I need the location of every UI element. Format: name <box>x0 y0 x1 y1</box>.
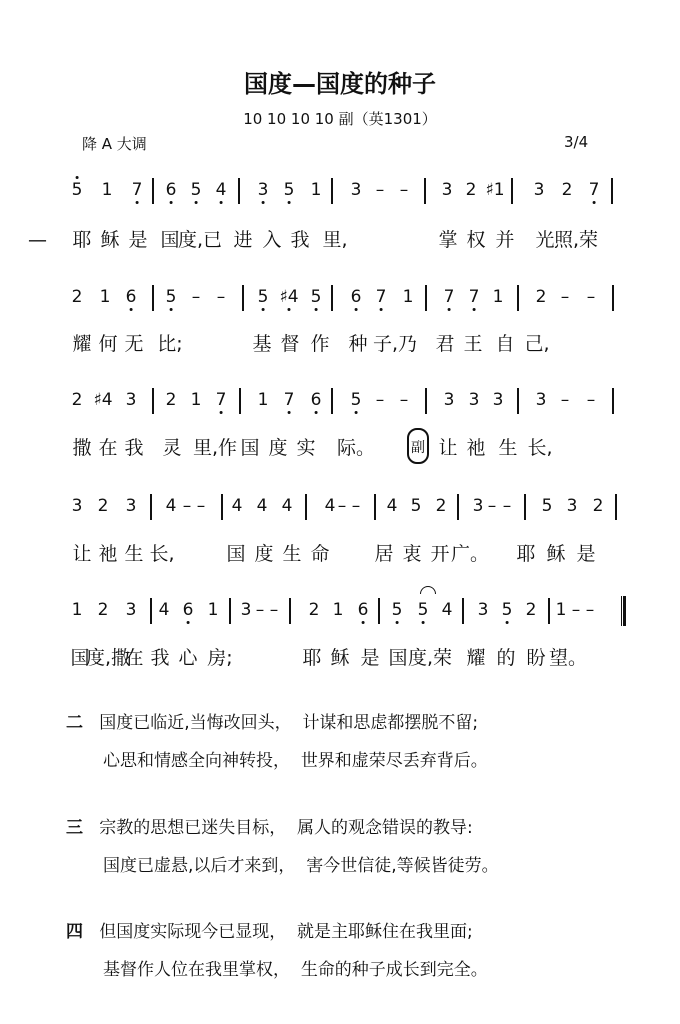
lyric-syllable: 种 <box>348 333 368 355</box>
lyric-syllable: 稣 <box>546 543 566 565</box>
notation-row <box>0 600 680 634</box>
note: 7 <box>283 390 295 410</box>
lyric-syllable: 度,荣 <box>407 647 453 669</box>
stanza-2 <box>66 710 488 774</box>
note: 3 <box>71 496 83 516</box>
lyric-syllable: 长, <box>527 437 553 459</box>
lyric-syllable: 耶 <box>302 647 322 669</box>
note: ♯4 <box>93 390 113 410</box>
lyric-syllable: 生 <box>124 543 144 565</box>
lyric-syllable: 是 <box>360 647 380 669</box>
lyric-syllable: 稣 <box>330 647 350 669</box>
lyric-syllable: 让 <box>438 437 458 459</box>
lyric-syllable: 让 <box>72 543 92 565</box>
lyric-syllable: 作 <box>310 333 330 355</box>
time-signature: 3/4 <box>564 133 589 151</box>
lyric-syllable: 际。 <box>336 437 376 459</box>
stanza-line: 基督作人位在我里掌权， <box>103 960 290 980</box>
note: 1 <box>310 180 322 200</box>
note: 6 <box>182 600 194 620</box>
stanza-line: 国度已虚悬,以后才来到， <box>103 856 296 876</box>
sustain-dash: – <box>586 287 596 307</box>
lyric-syllable: 比; <box>157 333 183 355</box>
hymn-meter: 10 10 10 10 副（英1301） <box>243 110 437 128</box>
barline <box>424 178 426 204</box>
barline <box>612 285 614 311</box>
note: 3 <box>492 390 504 410</box>
note: 1 <box>332 600 344 620</box>
note: 3 <box>257 180 269 200</box>
barline <box>374 494 376 520</box>
note: 1 <box>402 287 414 307</box>
note: 4 <box>158 600 170 620</box>
lyric-syllable: 在 <box>124 647 144 669</box>
lyric-syllable: 基 <box>252 333 272 355</box>
barline <box>239 388 241 414</box>
stanza-4 <box>66 919 488 983</box>
barline <box>331 178 333 204</box>
note: 3 <box>535 390 547 410</box>
barline <box>548 598 550 624</box>
note: 5 <box>417 600 429 620</box>
lyric-syllable: 广。 <box>450 543 490 565</box>
stanza-number: 二 <box>66 713 83 733</box>
barline <box>511 178 513 204</box>
lyric-row <box>0 541 680 569</box>
barline <box>517 285 519 311</box>
lyric-syllable: 房; <box>207 647 233 669</box>
note: 5 <box>391 600 403 620</box>
lyric-syllable: 并 <box>495 229 515 251</box>
notation-row <box>0 287 680 321</box>
note: 1 <box>99 287 111 307</box>
lyric-syllable: 在 <box>98 437 118 459</box>
note: 5 <box>190 180 202 200</box>
sustain-dash: – <box>375 390 385 410</box>
note: 4 <box>231 496 243 516</box>
lyric-syllable: 掌 <box>438 229 458 251</box>
sustain-dash: – <box>375 180 385 200</box>
barline <box>457 494 459 520</box>
lyric-syllable: 耀 <box>72 333 92 355</box>
barline <box>242 285 244 311</box>
barline <box>221 494 223 520</box>
fermata-icon <box>420 586 436 594</box>
chorus-marker: 副 <box>407 428 429 464</box>
sustain-dash: – <box>351 496 361 516</box>
lyric-syllable: 子,乃 <box>372 333 418 355</box>
note: 7 <box>215 390 227 410</box>
lyric-syllable: 里, <box>322 229 348 251</box>
lyric-syllable: 度,已 <box>177 229 223 251</box>
note: 1 <box>101 180 113 200</box>
lyric-syllable: 衷 <box>402 543 422 565</box>
note: 2 <box>435 496 447 516</box>
lyric-syllable: 命 <box>310 543 330 565</box>
note: 1 <box>555 600 567 620</box>
lyric-syllable: 耶 <box>72 229 92 251</box>
stanza-line: 生命的种子成长到完全。 <box>300 960 488 980</box>
note: 5 <box>71 180 83 200</box>
lyric-syllable: 自 <box>495 333 515 355</box>
lyric-syllable: 是 <box>128 229 148 251</box>
note: ♯1 <box>485 180 505 200</box>
barline <box>462 598 464 624</box>
barline <box>152 178 154 204</box>
note: 2 <box>308 600 320 620</box>
barline <box>612 388 614 414</box>
note: 5 <box>350 390 362 410</box>
note: 2 <box>592 496 604 516</box>
lyric-syllable: 祂 <box>98 543 118 565</box>
lyric-syllable: 的 <box>496 647 516 669</box>
note: 7 <box>131 180 143 200</box>
lyric-syllable: 居 <box>374 543 394 565</box>
lyric-syllable: 我 <box>290 229 310 251</box>
stanza-line: 宗教的思想已迷失目标， <box>99 818 287 838</box>
note: 2 <box>561 180 573 200</box>
lyric-syllable: 我 <box>150 647 170 669</box>
barline <box>150 494 152 520</box>
barline <box>289 598 291 624</box>
note: 2 <box>71 390 83 410</box>
note: 7 <box>443 287 455 307</box>
note: 3 <box>441 180 453 200</box>
sustain-dash: – <box>487 496 497 516</box>
key-signature: 降 A 大调 <box>82 135 147 153</box>
note: 7 <box>468 287 480 307</box>
lyric-syllable: 国 <box>388 647 408 669</box>
sustain-dash: – <box>216 287 226 307</box>
lyric-syllable: 己, <box>524 333 550 355</box>
lyric-row <box>0 227 680 255</box>
note: 2 <box>525 600 537 620</box>
barline <box>611 178 613 204</box>
lyric-syllable: 君 <box>435 333 455 355</box>
note: 3 <box>125 390 137 410</box>
barline <box>517 388 519 414</box>
lyric-syllable: 实 <box>296 437 316 459</box>
sustain-dash: – <box>560 287 570 307</box>
lyric-syllable: 稣 <box>100 229 120 251</box>
stanza-line: 世界和虚荣尽丢弃背后。 <box>300 751 488 771</box>
lyric-syllable: 望。 <box>548 647 588 669</box>
note: 3 <box>125 496 137 516</box>
note: 2 <box>97 600 109 620</box>
note: 4 <box>324 496 336 516</box>
lyric-syllable: 长, <box>149 543 175 565</box>
lyric-syllable: 国 <box>226 543 246 565</box>
notation-row <box>0 390 680 424</box>
sustain-dash: – <box>182 496 192 516</box>
hymn-title: 国度—国度的种子 <box>244 70 436 98</box>
note: 6 <box>310 390 322 410</box>
note: 5 <box>310 287 322 307</box>
note: 4 <box>256 496 268 516</box>
lyric-syllable: 照,荣 <box>553 229 599 251</box>
barline <box>152 285 154 311</box>
note: 3 <box>468 390 480 410</box>
note: 6 <box>357 600 369 620</box>
sustain-dash: – <box>586 390 596 410</box>
note: 2 <box>465 180 477 200</box>
barline <box>305 494 307 520</box>
lyric-syllable: 灵 <box>162 437 182 459</box>
lyric-syllable: 撒 <box>72 437 92 459</box>
sustain-dash: – <box>585 600 595 620</box>
note: 6 <box>165 180 177 200</box>
sustain-dash: – <box>196 496 206 516</box>
note: 3 <box>240 600 252 620</box>
note: 5 <box>283 180 295 200</box>
barline <box>152 388 154 414</box>
note: ♯4 <box>279 287 299 307</box>
note: 3 <box>443 390 455 410</box>
note: 3 <box>472 496 484 516</box>
note: 2 <box>535 287 547 307</box>
sustain-dash: – <box>269 600 279 620</box>
lyric-syllable: 生 <box>498 437 518 459</box>
note: 7 <box>588 180 600 200</box>
lyric-row <box>0 435 680 463</box>
stanza-line: 国度已临近,当悔改回头， <box>99 713 292 733</box>
lyric-syllable: 盼 <box>526 647 546 669</box>
sustain-dash: – <box>571 600 581 620</box>
stanza-line: 就是主耶稣住在我里面; <box>297 922 473 942</box>
note: 1 <box>492 287 504 307</box>
note: 1 <box>207 600 219 620</box>
note: 1 <box>71 600 83 620</box>
stanza-line: 心思和情感全向神转投， <box>103 751 290 771</box>
barline <box>331 285 333 311</box>
stanza-line: 害今世信徒,等候皆徒劳。 <box>306 856 499 876</box>
note: 4 <box>386 496 398 516</box>
note: 4 <box>165 496 177 516</box>
lyric-row <box>0 331 680 359</box>
lyric-syllable: 心 <box>178 647 198 669</box>
sustain-dash: – <box>502 496 512 516</box>
lyric-syllable: 祂 <box>466 437 486 459</box>
barline <box>229 598 231 624</box>
barline <box>524 494 526 520</box>
stanza-line: 计谋和思虑都摆脱不留; <box>302 713 479 733</box>
stanza-number: 三 <box>66 818 83 838</box>
sustain-dash: – <box>255 600 265 620</box>
lyric-syllable: 进 <box>233 229 253 251</box>
note: 3 <box>125 600 137 620</box>
lyric-syllable: 是 <box>576 543 596 565</box>
stanza-1-number: — <box>28 229 47 251</box>
note: 6 <box>125 287 137 307</box>
note: 1 <box>190 390 202 410</box>
lyric-syllable: 开 <box>430 543 450 565</box>
note: 4 <box>281 496 293 516</box>
lyric-syllable: 国 <box>70 647 90 669</box>
barline <box>238 178 240 204</box>
barline <box>378 598 380 624</box>
note: 5 <box>410 496 422 516</box>
barline <box>425 388 427 414</box>
note: 2 <box>165 390 177 410</box>
note: 4 <box>215 180 227 200</box>
barline <box>425 285 427 311</box>
sustain-dash: – <box>399 180 409 200</box>
final-barline <box>621 596 626 626</box>
note: 3 <box>350 180 362 200</box>
lyric-syllable: 王 <box>463 333 483 355</box>
lyric-syllable: 督 <box>280 333 300 355</box>
lyric-syllable: 权 <box>466 229 486 251</box>
note: 3 <box>533 180 545 200</box>
lyric-syllable: 入 <box>262 229 282 251</box>
note: 7 <box>375 287 387 307</box>
note: 2 <box>71 287 83 307</box>
sustain-dash: – <box>560 390 570 410</box>
lyric-syllable: 光 <box>535 229 555 251</box>
note: 6 <box>350 287 362 307</box>
lyric-syllable: 里,作 <box>192 437 238 459</box>
stanza-number: 四 <box>66 922 83 942</box>
sustain-dash: – <box>399 390 409 410</box>
barline <box>615 494 617 520</box>
lyric-syllable: 耀 <box>466 647 486 669</box>
note: 4 <box>441 600 453 620</box>
note: 3 <box>477 600 489 620</box>
stanza-3 <box>66 815 499 879</box>
sustain-dash: – <box>191 287 201 307</box>
lyric-syllable: 国 <box>240 437 260 459</box>
note: 5 <box>165 287 177 307</box>
notation-row <box>0 180 680 214</box>
stanza-line: 属人的观念错误的教导: <box>297 818 473 838</box>
barline <box>331 388 333 414</box>
lyric-syllable: 无 <box>124 333 144 355</box>
stanza-line: 但国度实际现今已显现， <box>99 922 287 942</box>
lyric-syllable: 耶 <box>516 543 536 565</box>
lyric-syllable: 度 <box>268 437 288 459</box>
lyric-syllable: 度 <box>254 543 274 565</box>
note: 5 <box>501 600 513 620</box>
note: 5 <box>257 287 269 307</box>
lyric-syllable: 生 <box>282 543 302 565</box>
note: 1 <box>257 390 269 410</box>
note: 2 <box>97 496 109 516</box>
note: 5 <box>541 496 553 516</box>
lyric-syllable: 度,撒 <box>85 647 131 669</box>
lyric-syllable: 我 <box>124 437 144 459</box>
notation-row <box>0 496 680 530</box>
note: 3 <box>566 496 578 516</box>
lyric-syllable: 国 <box>160 229 180 251</box>
lyric-syllable: 何 <box>98 333 118 355</box>
sustain-dash: – <box>337 496 347 516</box>
lyric-row <box>0 645 680 673</box>
barline <box>150 598 152 624</box>
